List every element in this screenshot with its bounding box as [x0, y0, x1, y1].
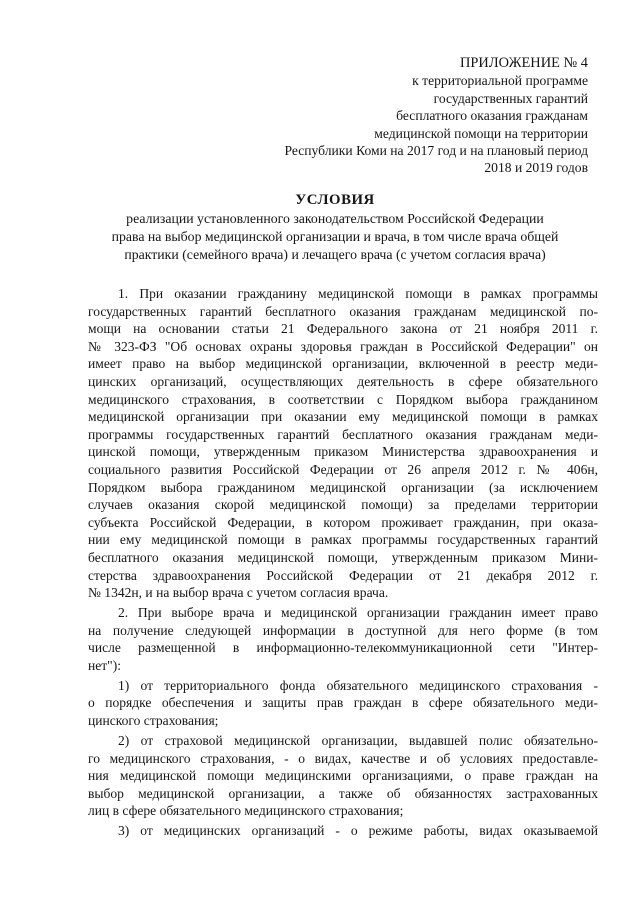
paragraph-line: случаев оказания скорой медицинской помощи) за пределами территории [88, 497, 598, 513]
body-paragraph [88, 732, 598, 820]
paragraph-line: цинских организаций, осуществляющих деятельность в сфере обязательного [88, 373, 598, 389]
paragraph-line: государственных гарантий бесплатного оказания гражданам медицинской по- [88, 303, 598, 319]
document-body [88, 285, 598, 842]
body-paragraph [88, 604, 598, 674]
appendix-line: государственных гарантий [433, 90, 588, 106]
paragraph-line: 2) от страховой медицинской организации, выдавшей полис обязательно- [118, 733, 598, 749]
document-subtitle-line: практики (семейного врача) и лечащего врача (с учетом согласия врача) [124, 246, 546, 262]
paragraph-line: субъекта Российской Федерации, в котором проживает гражданин, при оказа- [88, 514, 598, 530]
body-paragraph [88, 285, 598, 602]
document-heading [80, 190, 590, 263]
paragraph-line: мощи на основании статьи 21 Федерального закона от 21 ноября 2011 г. [88, 321, 598, 337]
appendix-line: медицинской помощи на территории [374, 125, 588, 141]
paragraph-line: выбор медицинской организации, а также об обязанностях застрахованных [88, 785, 598, 801]
paragraph-line: ния медицинской помощи медицинскими организациями, о праве граждан на [88, 768, 598, 784]
paragraph-line: медицинской организации при оказании ему медицинской помощи в рамках [88, 409, 598, 425]
paragraph-line: на получение следующей информации в доступной для него форме (в том [88, 622, 598, 638]
paragraph-line: 3) от медицинских организаций - о режиме работы, видах оказываемой [118, 823, 598, 839]
paragraph-line: социального развития Российской Федерации от 26 апреля 2012 г. № 406н, [88, 461, 598, 477]
paragraph-line: стерства здравоохранения Российской Федерации от 21 декабря 2012 г. [88, 567, 598, 583]
body-paragraph [88, 822, 598, 840]
document-subtitle-line: реализации установленного законодательством Российской Федерации [126, 211, 544, 226]
appendix-line: 2018 и 2019 годов [484, 160, 588, 176]
paragraph-line: 2. При выборе врача и медицинской организации гражданин имеет право [118, 605, 598, 621]
paragraph-line: 1. При оказании гражданину медицинской помощи в рамках программы [118, 286, 598, 301]
paragraph-line: нии ему медицинской помощи в рамках программы государственных гарантий [88, 532, 598, 548]
paragraph-line: программы государственных гарантий бесплатного оказания гражданам меди- [88, 426, 598, 442]
paragraph-line: нет"): [88, 657, 121, 673]
appendix-title: ПРИЛОЖЕНИЕ № 4 [460, 55, 588, 71]
paragraph-line: имеет право на выбор медицинской организации, включенной в реестр меди- [88, 356, 598, 372]
paragraph-line: № 323-ФЗ "Об основах охраны здоровья граждан в Российской Федерации" он [88, 338, 598, 354]
paragraph-line: го медицинского страхования, - о видах, качестве и об условиях предоставле- [88, 750, 598, 766]
paragraph-line: 1) от территориального фонда обязательного медицинского страхования - [118, 677, 598, 693]
paragraph-line: лиц в сфере обязательного медицинского страхования; [88, 803, 404, 819]
paragraph-line: цинской помощи, утвержденным приказом Министерства здравоохранения и [88, 444, 598, 460]
paragraph-line: о порядке обеспечения и защиты прав граждан в сфере обязательного меди- [88, 695, 598, 711]
body-paragraph [88, 677, 598, 730]
paragraph-line: бесплатного оказания медицинской помощи, утвержденным приказом Мини- [88, 549, 598, 565]
document-subtitle-line: права на выбор медицинской организации и врача, в том числе врача общей [111, 228, 559, 244]
paragraph-line: числе размещенной в информационно-телекоммуникационной сети "Интер- [88, 640, 598, 656]
appendix-line: к территориальной программе [412, 73, 588, 89]
paragraph-line: № 1342н, и на выбор врача с учетом согласия врача. [88, 585, 389, 601]
appendix-line: Республики Коми на 2017 год и на плановый период [284, 143, 588, 159]
paragraph-line: цинского страхования; [88, 713, 219, 729]
paragraph-line: Порядком выбора гражданином медицинской организации (за исключением [88, 479, 598, 495]
appendix-header [168, 55, 588, 177]
paragraph-line: медицинского страхования, в соответствии с Порядком выбора гражданином [88, 391, 598, 407]
appendix-line: бесплатного оказания гражданам [396, 108, 588, 124]
document-title: УСЛОВИЯ [295, 192, 375, 208]
